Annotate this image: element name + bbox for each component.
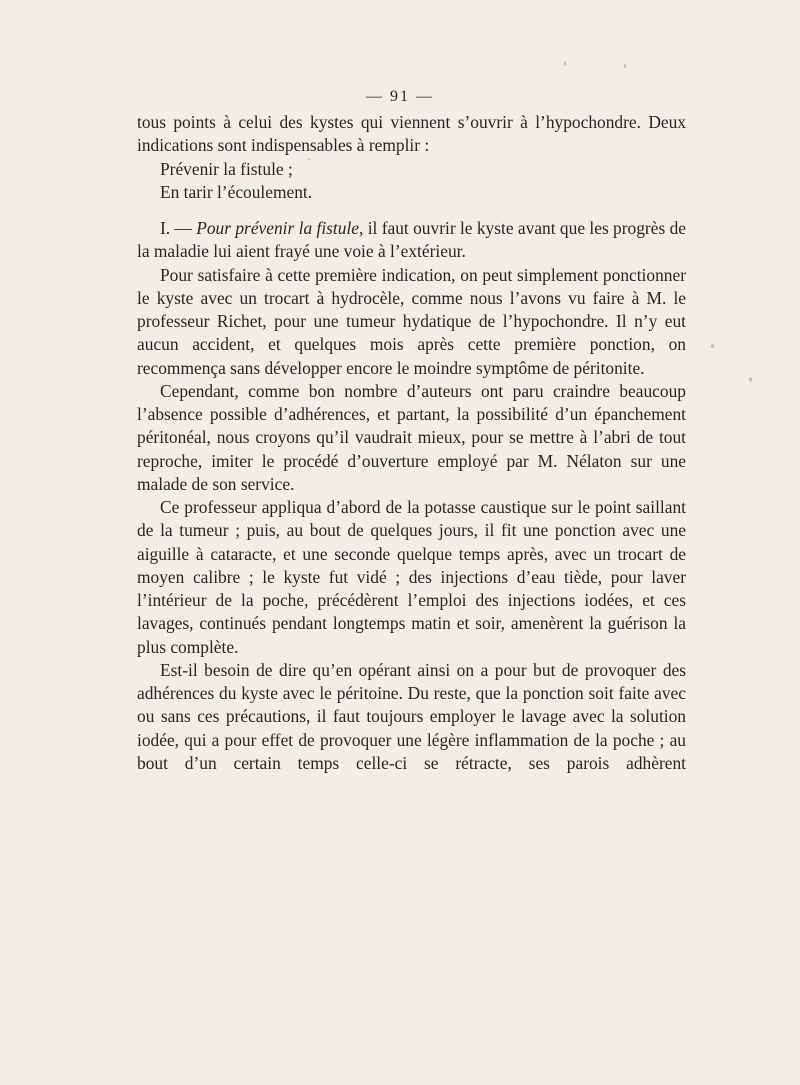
indication-list-item-2: En tarir l’écoulement. [160,181,313,202]
paragraph-besoin: Est-il besoin de dire qu’en opérant ainsi on a pour but de provoquer des adhérences du kyste avec le péritoine. Du reste, que la ponction soit faite avec ou sans ces précautions, il faut toujours employer le lavage avec la solution iodée, qui a pour effet de provoquer une légère inflammation de la poche ; au bout d’un certain temps celle-ci se rétracte, ses parois adhèrent [137,659,686,773]
paper-speck [564,61,566,66]
paper-speck [749,377,752,382]
section-one-text: , il faut ouvrir le kyste avant que les progrès de la maladie lui aient frayé une voie à l’extérieur. [137,218,686,262]
paper-speck [711,344,714,348]
section-one-paragraph [137,217,686,264]
paragraph-ponction: Pour satisfaire à cette première indication, on peut simplement ponctionner le kyste avec un trocart à hydrocèle, comme nous l’avons vu faire à M. le professeur Richet, pour une tumeur hydatique de l’hypochondre. Il n’y eut aucun accident, et quelques mois après cette première ponction, on recommença sans développer encore le moindre symptôme de péritonite. [137,264,686,378]
body-text [137,111,686,775]
page-number: — 91 — [366,88,434,105]
paragraph-adherences: Cependant, comme bon nombre d’auteurs ont paru craindre beaucoup l’absence possible d’adhérences, et partant, la possibilité d’un épanchement péritonéal, nous croyons qu’il vaudrait mieux, pour se mettre à l’abri de tout reproche, imiter le procédé d’ouverture employé par M. Nélaton sur une malade de son service. [137,380,686,494]
indication-list-item-1: Prévenir la fistule ; [160,158,293,179]
section-heading: Pour prévenir la fistule [196,218,360,238]
paragraph-continuation: tous points à celui des kystes qui viennent s’ouvrir à l’hypochondre. Deux indications sont indispensables à remplir : [137,112,686,156]
paper-speck [624,64,626,68]
paper-speck [308,158,310,160]
section-number: I. — [160,218,197,238]
paragraph-potasse: Ce professeur appliqua d’abord de la potasse caustique sur le point saillant de la tumeur ; puis, au bout de quelques jours, il fit une ponction avec une aiguille à cataracte, et une seconde quelque temps après, avec un trocart de moyen calibre ; le kyste fut vidé ; des injections d’eau tiède, pour laver l’intérieur de la poche, précédèrent l’emploi des injections iodées, et ces lavages, continués pendant longtemps matin et soir, amenèrent la guérison la plus complète. [137,497,686,657]
